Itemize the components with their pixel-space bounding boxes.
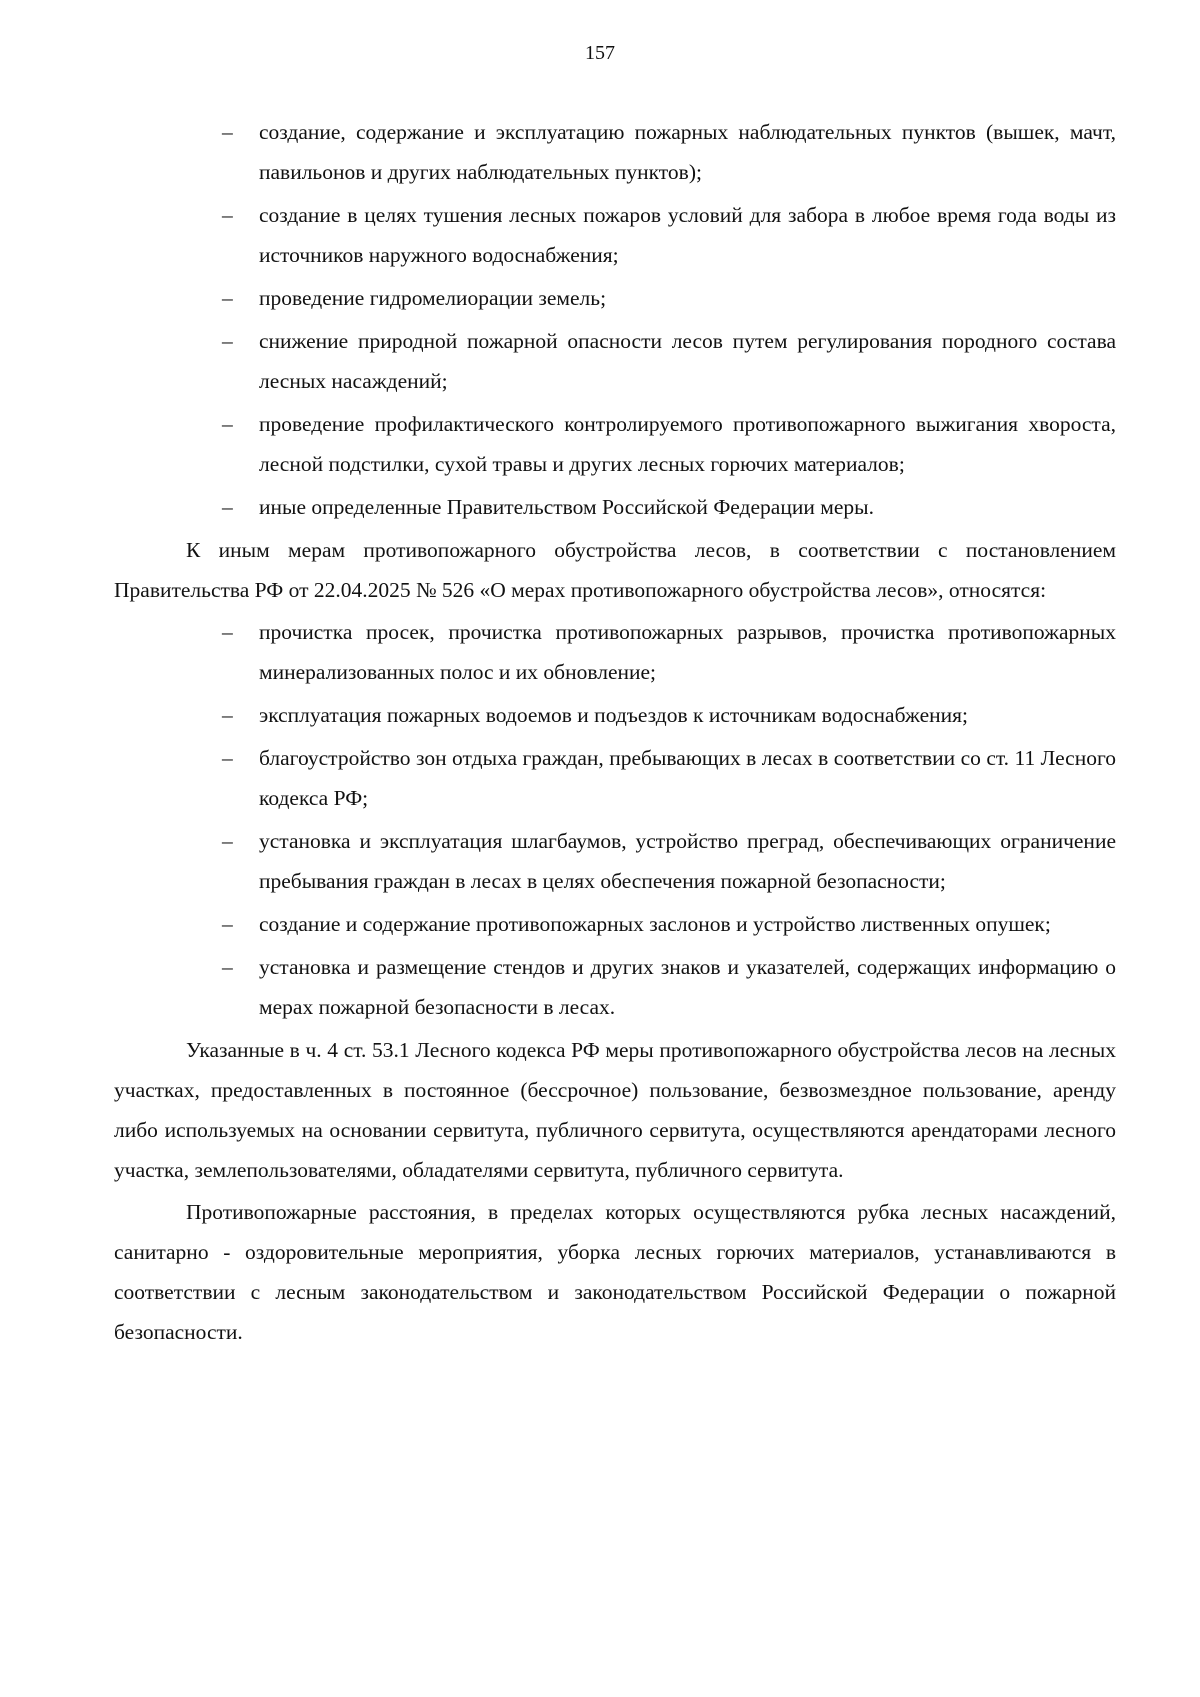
list-item	[114, 404, 1116, 484]
list-item	[114, 947, 1116, 1027]
other-measures-list	[114, 612, 1116, 1027]
fire-measures-list	[114, 112, 1116, 527]
dash-bullet: –	[222, 329, 233, 353]
list-item	[114, 695, 1116, 735]
list-item-text: прочистка просек, прочистка противопожарных разрывов, прочистка противопожарных минерализованных полос и их обновление;	[259, 620, 1116, 684]
list-item-text: проведение профилактического контролируемого противопожарного выжигания хвороста, лесной подстилки, сухой травы и других лесных горючих материалов;	[259, 412, 1116, 476]
dash-bullet: –	[222, 955, 233, 979]
dash-bullet: –	[222, 120, 233, 144]
page-number: 157	[585, 42, 615, 64]
list-item-text: создание и содержание противопожарных заслонов и устройство лиственных опушек;	[259, 912, 1051, 936]
list-item-text: установка и эксплуатация шлагбаумов, устройство преград, обеспечивающих ограничение пребывания граждан в лесах в целях обеспечения пожарной безопасности;	[259, 829, 1116, 893]
list-item	[114, 821, 1116, 901]
list-item-text: снижение природной пожарной опасности лесов путем регулирования породного состава лесных насаждений;	[259, 329, 1116, 393]
list-item	[114, 487, 1116, 527]
list-item-text: эксплуатация пожарных водоемов и подъездов к источникам водоснабжения;	[259, 703, 968, 727]
list-item-text: создание, содержание и эксплуатацию пожарных наблюдательных пунктов (вышек, мачт, павильонов и других наблюдательных пунктов);	[259, 120, 1116, 184]
dash-bullet: –	[222, 495, 233, 519]
dash-bullet: –	[222, 620, 233, 644]
list-item	[114, 321, 1116, 401]
list-item	[114, 904, 1116, 944]
document-body	[114, 112, 1116, 1352]
paragraph-fire-distances: Противопожарные расстояния, в пределах которых осуществляются рубка лесных насаждений, санитарно - оздоровительные мероприятия, уборка лесных горючих материалов, устанавливаются в соответствии с лесным законодательством и законодательством Российской Федерации о пожарной безопасности.	[114, 1200, 1116, 1344]
list-item	[114, 612, 1116, 692]
dash-bullet: –	[222, 746, 233, 770]
dash-bullet: –	[222, 412, 233, 436]
dash-bullet: –	[222, 703, 233, 727]
list-item-text: благоустройство зон отдыха граждан, пребывающих в лесах в соответствии со ст. 11 Лесного кодекса РФ;	[259, 746, 1116, 810]
list-item-text: проведение гидромелиорации земель;	[259, 286, 607, 310]
list-item	[114, 738, 1116, 818]
paragraph-other-measures: К иным мерам противопожарного обустройства лесов, в соответствии с постановлением Правительства РФ от 22.04.2025 № 526 «О мерах противопожарного обустройства лесов», относятся:	[114, 538, 1116, 602]
list-item-text: создание в целях тушения лесных пожаров условий для забора в любое время года воды из источников наружного водоснабжения;	[259, 203, 1116, 267]
paragraph-leaseholders: Указанные в ч. 4 ст. 53.1 Лесного кодекса РФ меры противопожарного обустройства лесов на лесных участках, предоставленных в постоянное (бессрочное) пользование, безвозмездное пользование, аренду либо используемых на основании сервитута, публичного сервитута, осуществляются арендаторами лесного участка, землепользователями, обладателями сервитута, публичного сервитута.	[114, 1038, 1116, 1182]
list-item	[114, 112, 1116, 192]
dash-bullet: –	[222, 829, 233, 853]
list-item-text: установка и размещение стендов и других знаков и указателей, содержащих информацию о мерах пожарной безопасности в лесах.	[259, 955, 1116, 1019]
list-item	[114, 195, 1116, 275]
dash-bullet: –	[222, 912, 233, 936]
dash-bullet: –	[222, 286, 233, 310]
list-item-text: иные определенные Правительством Российской Федерации меры.	[259, 495, 874, 519]
dash-bullet: –	[222, 203, 233, 227]
list-item	[114, 278, 1116, 318]
